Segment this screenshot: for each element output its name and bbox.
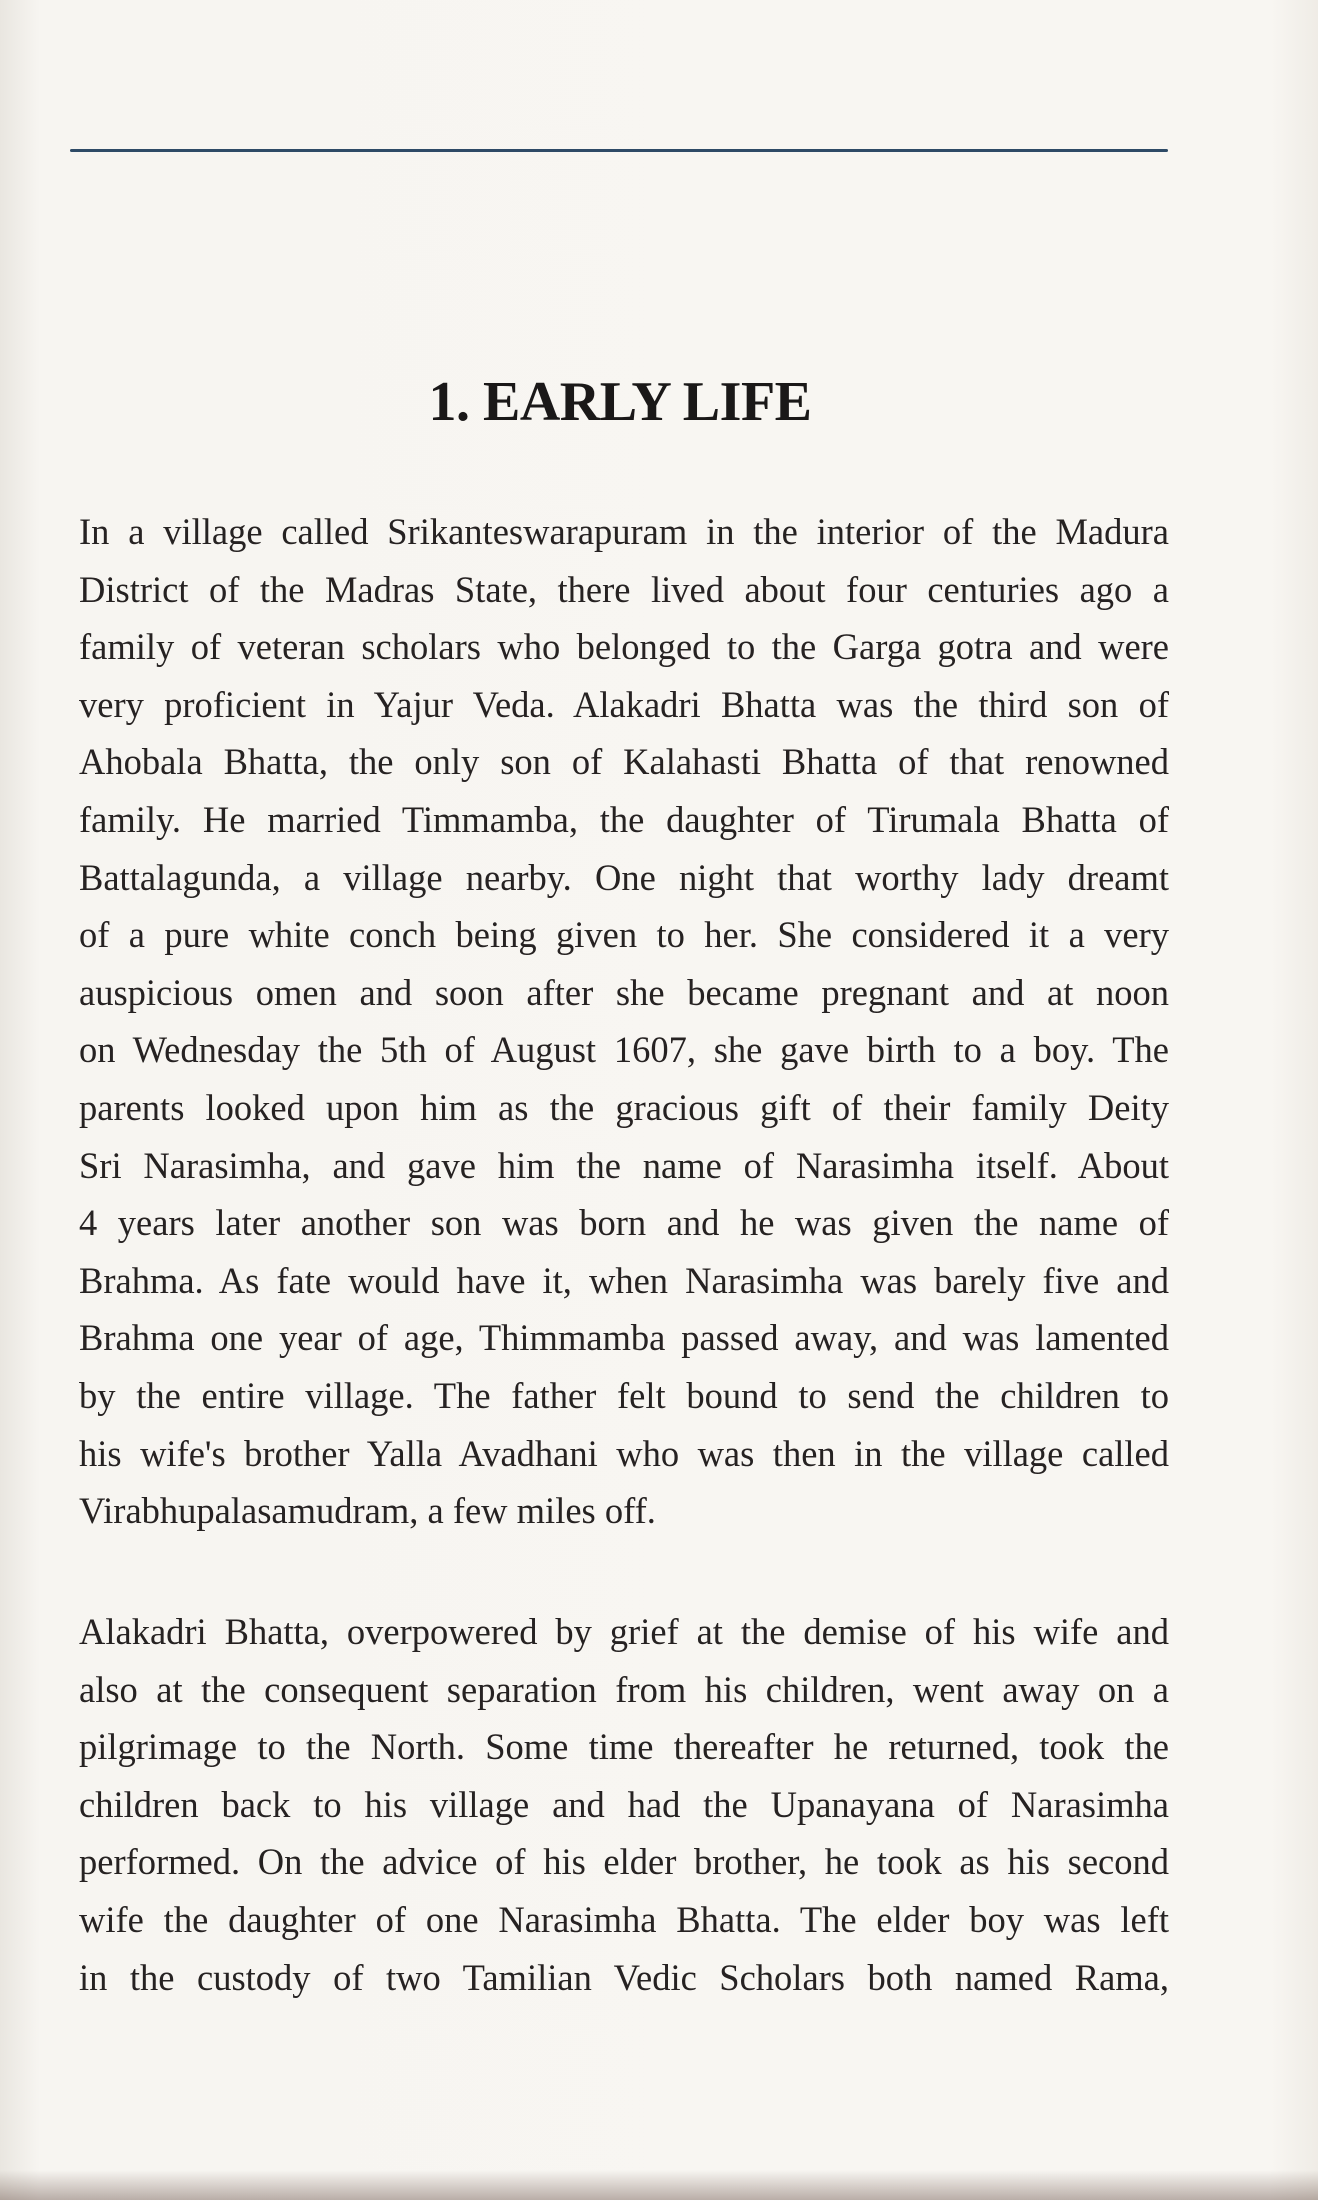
text-line: of a pure white conch being given to her. She considered it a very bbox=[79, 914, 1169, 956]
text-line: auspicious omen and soon after she became pregnant and at noon bbox=[79, 971, 1169, 1013]
text-line: his wife's brother Yalla Avadhani who was then in the village called bbox=[79, 1432, 1169, 1474]
page-bottom-edge bbox=[0, 2170, 1318, 2200]
text-line: 4 years later another son was born and he was given the name of bbox=[79, 1202, 1169, 1244]
text-line: performed. On the advice of his elder brother, he took as his second bbox=[79, 1841, 1169, 1883]
text-line: by the entire village. The father felt bound to send the children to bbox=[79, 1374, 1169, 1416]
text-line: Ahobala Bhatta, the only son of Kalahasti Bhatta of that renowned bbox=[79, 741, 1169, 783]
header-rule bbox=[70, 149, 1168, 152]
text-line: children back to his village and had the Upanayana of Narasimha bbox=[79, 1783, 1169, 1825]
text-line: very proficient in Yajur Veda. Alakadri Bhatta was the third son of bbox=[79, 683, 1169, 725]
text-line: Virabhupalasamudram, a few miles off. bbox=[79, 1490, 656, 1532]
text-line: pilgrimage to the North. Some time thereafter he returned, took the bbox=[79, 1726, 1169, 1768]
text-line: Alakadri Bhatta, overpowered by grief at the demise of his wife and bbox=[79, 1611, 1169, 1652]
paragraph-2 bbox=[79, 1603, 1169, 2006]
text-line: Sri Narasimha, and gave him the name of Narasimha itself. About bbox=[79, 1144, 1169, 1186]
text-line: in the custody of two Tamilian Vedic Scholars both named Rama, bbox=[79, 1956, 1169, 1998]
text-line: wife the daughter of one Narasimha Bhatta. The elder boy was left bbox=[79, 1898, 1169, 1940]
text-line: also at the consequent separation from his children, went away on a bbox=[79, 1668, 1169, 1710]
text-line: family. He married Timmamba, the daughter of Tirumala Bhatta of bbox=[79, 798, 1169, 840]
text-line: In a village called Srikanteswarapuram in the interior of the Madura bbox=[79, 511, 1169, 552]
text-line: Brahma. As fate would have it, when Narasimha was barely five and bbox=[79, 1259, 1169, 1301]
paragraph-1 bbox=[79, 503, 1169, 1540]
chapter-title: 1. EARLY LIFE bbox=[428, 371, 812, 433]
text-line: family of veteran scholars who belonged to the Garga gotra and were bbox=[79, 626, 1169, 668]
text-line: parents looked upon him as the gracious gift of their family Deity bbox=[79, 1086, 1169, 1128]
text-line: Brahma one year of age, Thimmamba passed away, and was lamented bbox=[79, 1317, 1169, 1359]
text-line: District of the Madras State, there lived about four centuries ago a bbox=[79, 568, 1169, 610]
text-line: on Wednesday the 5th of August 1607, she gave birth to a boy. The bbox=[79, 1029, 1169, 1071]
text-line: Battalagunda, a village nearby. One night that worthy lady dreamt bbox=[79, 856, 1169, 898]
